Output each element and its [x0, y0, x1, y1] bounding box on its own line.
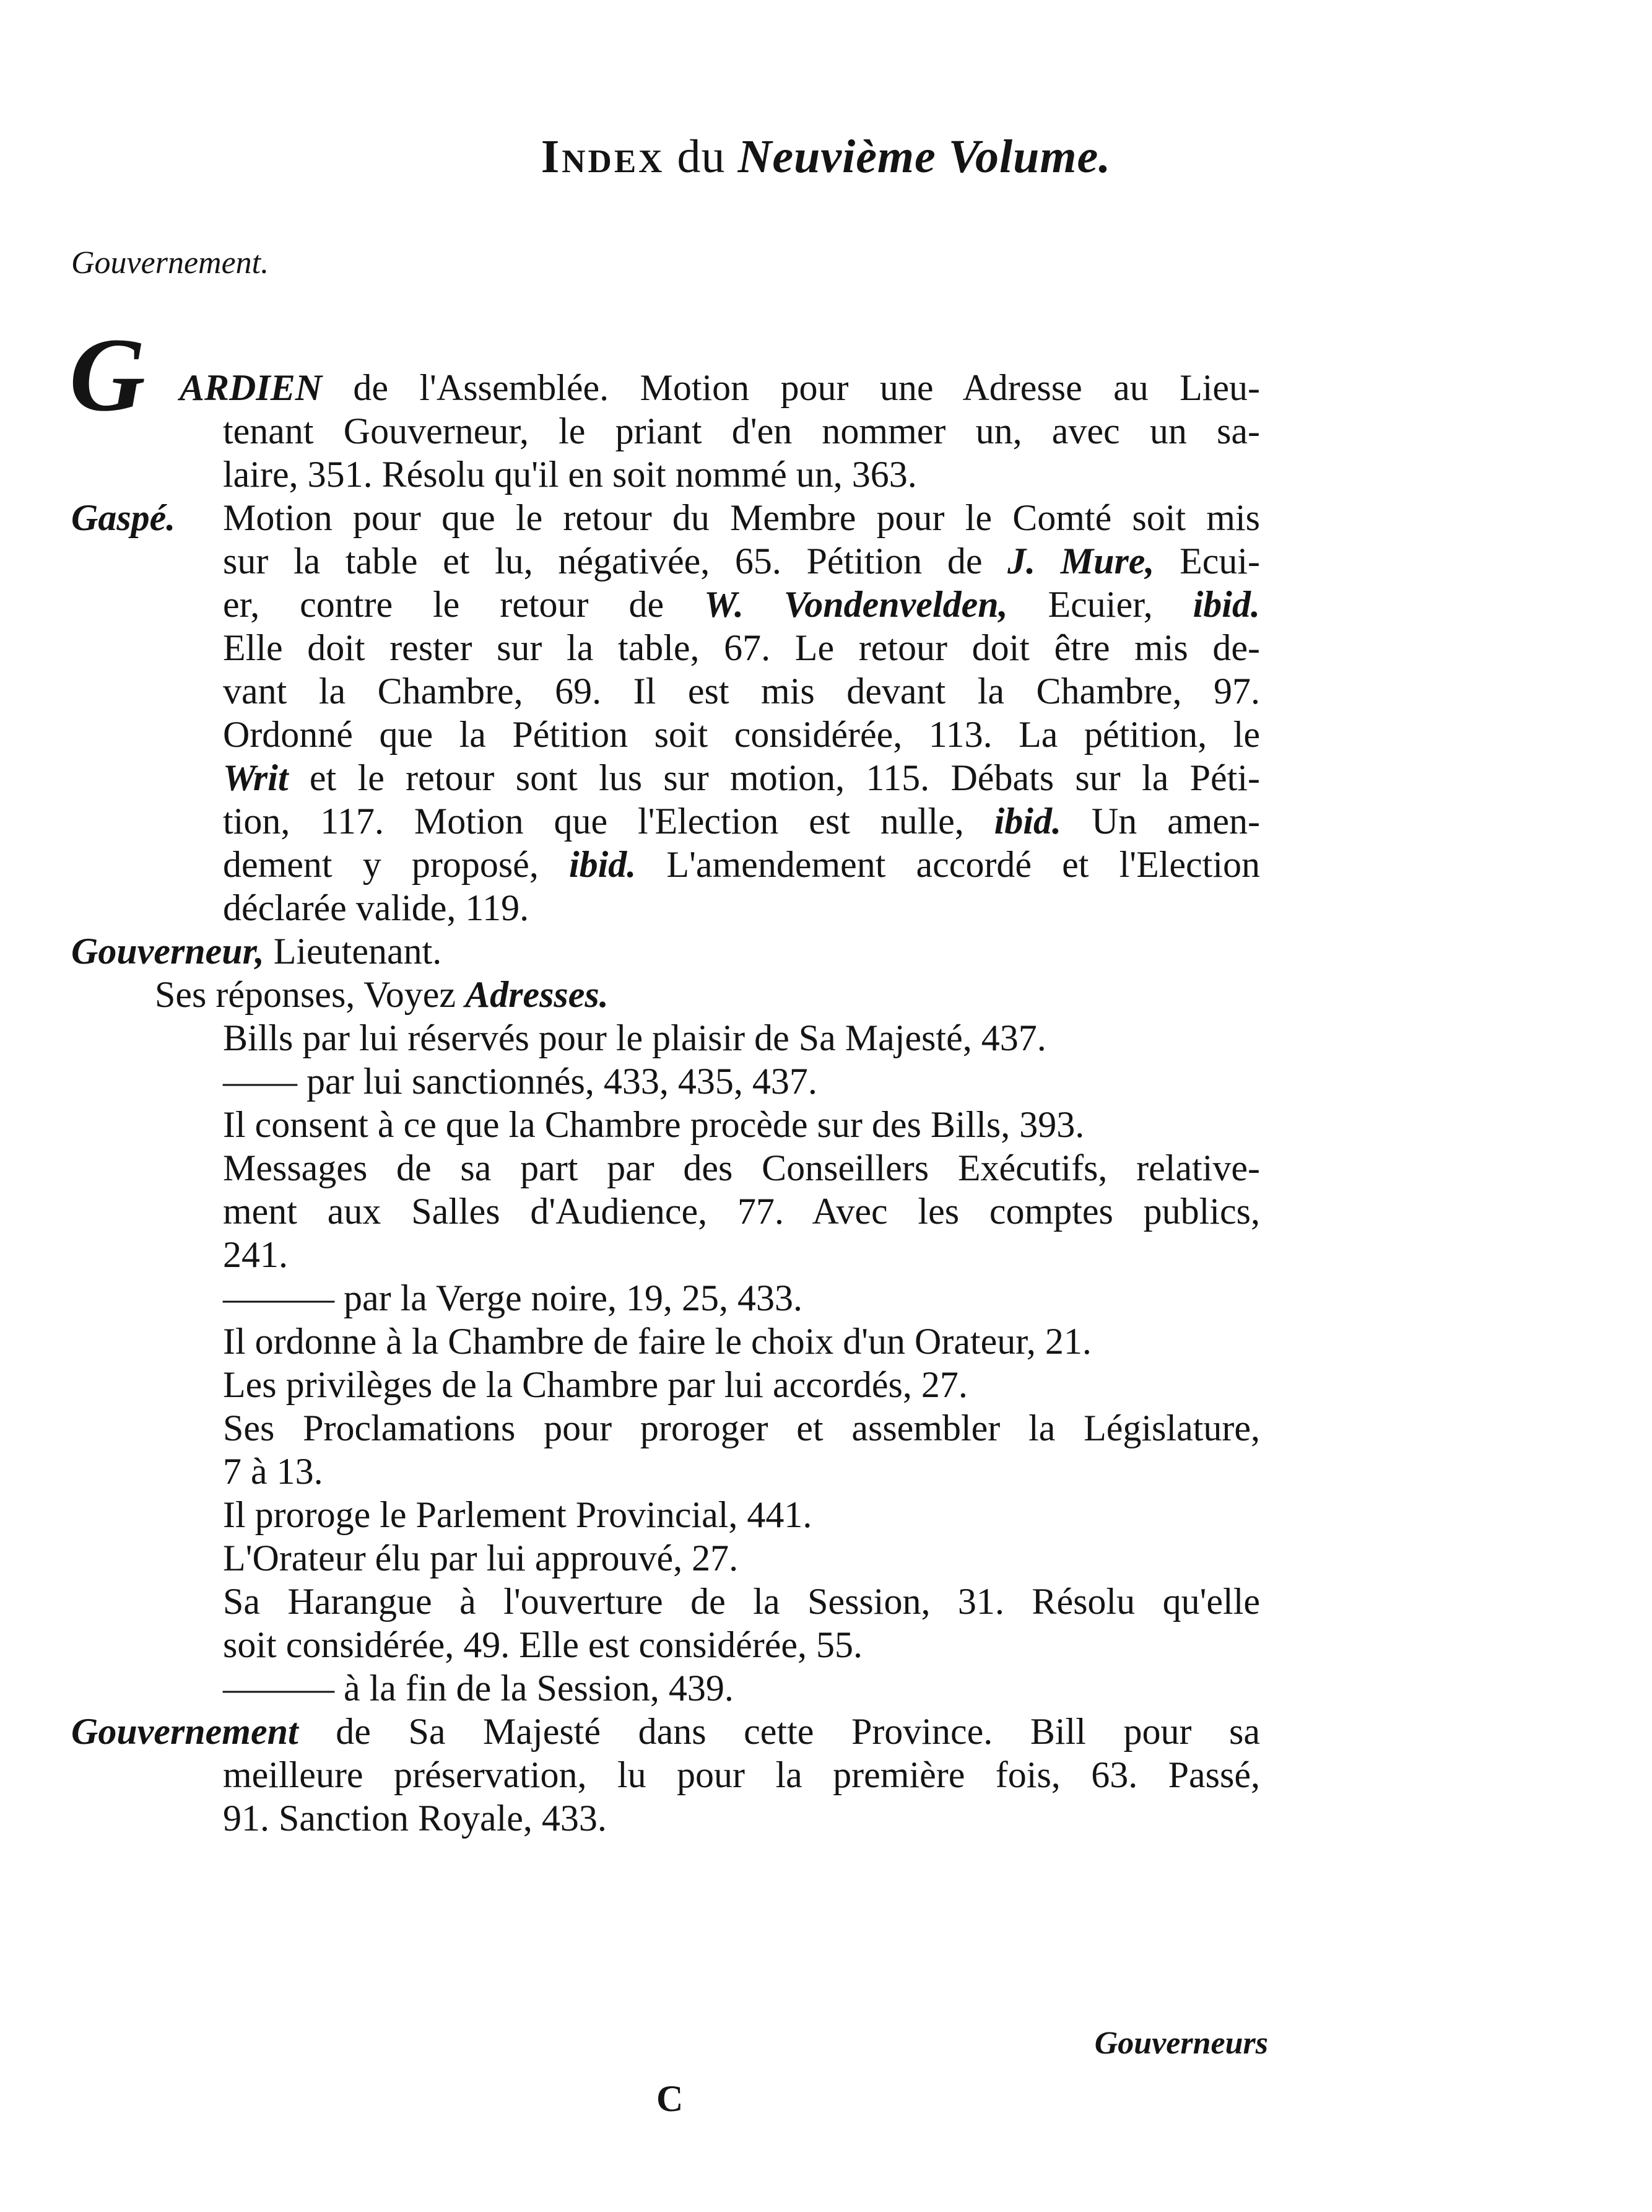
entry-gouvernement-line-2: meilleure préservation, lu pour la première fois, 63. Passé,	[223, 1754, 1260, 1795]
entry-gaspe-line-6: Ordonné que la Pétition soit considérée, 113. La pétition, le	[223, 714, 1260, 755]
page-header	[0, 130, 1652, 184]
entry-gouverneur-s7: ——— par la Verge noire, 19, 25, 433.	[223, 1278, 802, 1318]
entry-gaspe-line-8: tion, 117. Motion que l'Election est nulle, ibid. Un amen-	[223, 801, 1260, 842]
header-volume: Neuvième Volume.	[737, 131, 1111, 183]
entry-gouvernement-line-1: Gouvernement de Sa Majesté dans cette Province. Bill pour sa	[71, 1711, 1260, 1752]
entry-gouverneur-s13: L'Orateur élu par lui approuvé, 27.	[223, 1538, 739, 1578]
entry-gouvernement-term: Gouvernement	[71, 1711, 298, 1752]
entry-gouverneur-s16: ——— à la fin de la Session, 439.	[223, 1668, 734, 1709]
entry-gouverneur-s2: —— par lui sanctionnés, 433, 435, 437.	[223, 1061, 817, 1102]
entry-gouverneur-s3: Il consent à ce que la Chambre procède sur des Bills, 393.	[223, 1104, 1085, 1145]
running-head: Gouvernement.	[71, 245, 269, 281]
entry-gardien-text-1: de l'Assemblée. Motion pour une Adresse au Lieu-	[322, 367, 1260, 408]
entry-gaspe-term: Gaspé.	[71, 497, 176, 538]
entry-gouverneur-s1: Bills par lui réservés pour le plaisir de Sa Majesté, 437.	[223, 1017, 1046, 1058]
person-name: J. Mure,	[1007, 541, 1155, 581]
entry-gardien-line-1	[180, 365, 1260, 410]
header-index-word: Index	[541, 131, 665, 183]
entry-gaspe-line-7: Writ et le retour sont lus sur motion, 115. Débats sur la Péti-	[223, 757, 1260, 798]
header-du: du	[664, 131, 738, 183]
entry-gaspe-line-3: er, contre le retour de W. Vondenvelden, Ecuier, ibid.	[223, 584, 1260, 625]
entry-gouverneur-s6: 241.	[223, 1234, 288, 1275]
entry-gouverneur-term: Gouverneur,	[71, 931, 264, 972]
entry-gouverneur-s4: Messages de sa part par des Conseillers Exécutifs, relative-	[223, 1147, 1260, 1188]
entry-gouverneur-s15: soit considérée, 49. Elle est considérée, 55.	[223, 1624, 863, 1665]
entry-gaspe-line-5: vant la Chambre, 69. Il est mis devant la Chambre, 97.	[223, 671, 1260, 712]
entry-gouverneur-s5: ment aux Salles d'Audience, 77. Avec les comptes publics,	[223, 1191, 1260, 1232]
entry-gaspe-line-10: déclarée valide, 119.	[223, 887, 529, 928]
drop-cap: G	[69, 316, 146, 433]
entry-gouverneur-line-1: Gouverneur, Lieutenant.	[71, 931, 442, 972]
entry-gouverneur-s9: Les privilèges de la Chambre par lui accordés, 27.	[223, 1364, 968, 1405]
entry-gardien-line-3: laire, 351. Résolu qu'il en soit nommé un, 363.	[223, 454, 917, 495]
entry-gaspe-line-2: sur la table et lu, négativée, 65. Pétition de J. Mure, Ecui-	[223, 541, 1261, 581]
entry-gardien-term: ARDIEN	[180, 367, 323, 408]
person-name: W. Vondenvelden,	[704, 584, 1008, 625]
catchword: Gouverneurs	[1094, 2026, 1268, 2061]
entry-gaspe-line-1: Motion pour que le retour du Membre pour le Comté soit mis	[223, 497, 1260, 538]
signature-mark: C	[656, 2078, 684, 2119]
entry-gouverneur-s11: 7 à 13.	[223, 1451, 323, 1492]
entry-gouverneur-s10: Ses Proclamations pour proroger et assembler la Législature,	[223, 1408, 1260, 1448]
entry-gouverneur-s12: Il proroge le Parlement Provincial, 441.	[223, 1494, 812, 1535]
entry-gouverneur-sub-1: Ses réponses, Voyez Adresses.	[155, 974, 609, 1015]
entry-gouverneur-s8: Il ordonne à la Chambre de faire le choix d'un Orateur, 21.	[223, 1321, 1092, 1362]
entry-gaspe-line-9: dement y proposé, ibid. L'amendement accordé et l'Election	[223, 844, 1261, 885]
entry-gouvernement-line-3: 91. Sanction Royale, 433.	[223, 1798, 607, 1839]
entry-gaspe-line-4: Elle doit rester sur la table, 67. Le retour doit être mis de-	[223, 627, 1260, 668]
entry-gardien-line-2: tenant Gouverneur, le priant d'en nommer un, avec un sa-	[223, 411, 1260, 451]
entry-gouverneur-s14: Sa Harangue à l'ouverture de la Session, 31. Résolu qu'elle	[223, 1581, 1260, 1622]
